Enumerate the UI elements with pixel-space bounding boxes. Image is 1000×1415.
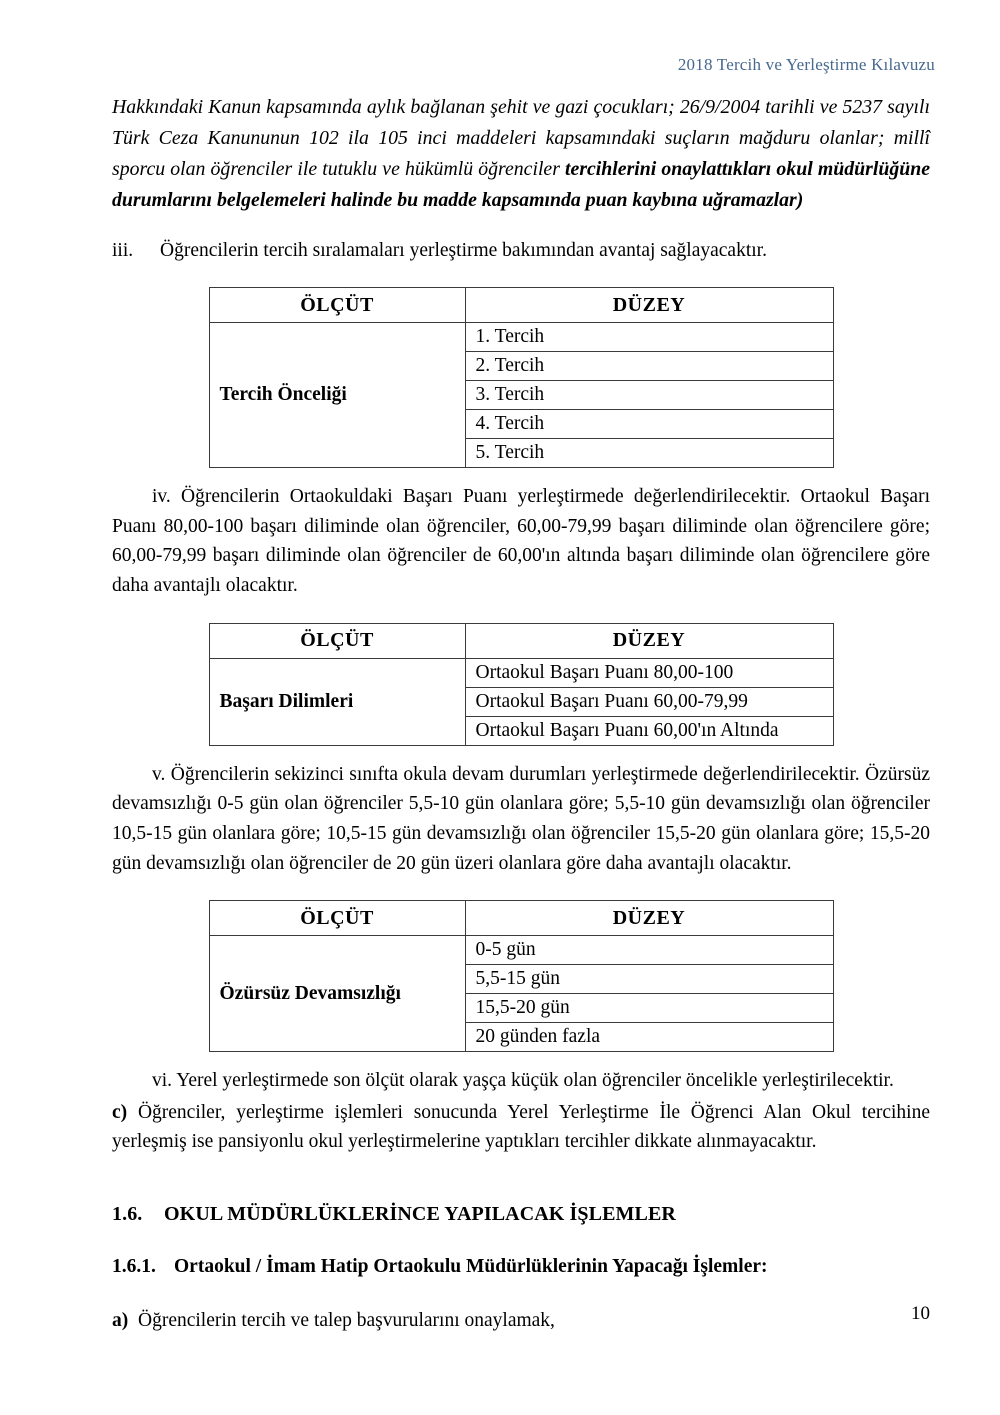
paragraph-v	[112, 760, 930, 879]
intro-normal-run: Hakkındaki Kanun kapsamında aylık bağlanan şehit ve gazi çocukları; 26/9/2004 tarihli ve 5237 sayılı Türk Ceza Kanununun 102 ila 105 inci maddeleri kapsamındaki suçların mağduru olanlar; millî sporcu olan öğrenciler ile tutuklu ve hükümlü öğrenciler	[112, 96, 930, 180]
level-cell: Ortaokul Başarı Puanı 60,00-79,99	[465, 687, 833, 716]
list-marker-c: c)	[112, 1101, 128, 1123]
table-row	[209, 323, 833, 352]
level-cell: 15,5-20 gün	[465, 994, 833, 1023]
intro-paragraph	[112, 92, 930, 216]
table-tercih-onceligi-wrap	[112, 287, 930, 468]
level-cell: 4. Tercih	[465, 410, 833, 439]
list-marker-a: a)	[112, 1310, 129, 1331]
list-text-vi: Yerel yerleştirmede son ölçüt olarak yaşça küçük olan öğrenciler öncelikle yerleştirilecektir.	[176, 1070, 894, 1092]
level-cell: 3. Tercih	[465, 381, 833, 410]
list-text-iii: Öğrencilerin tercih sıralamaları yerleştirme bakımından avantaj sağlayacaktır.	[160, 239, 767, 261]
section-title: OKUL MÜDÜRLÜKLERİNCE YAPILACAK İŞLEMLER	[164, 1203, 676, 1225]
header-cell-level: DÜZEY	[465, 623, 833, 658]
table-tercih-onceligi	[209, 287, 834, 468]
subsection-number: 1.6.1.	[112, 1256, 156, 1277]
table-header-row	[209, 901, 833, 936]
list-text-a: Öğrencilerin tercih ve talep başvurularını onaylamak,	[138, 1310, 555, 1331]
page-content	[112, 92, 930, 1336]
subsection-heading-1-6-1	[112, 1256, 930, 1278]
table-row	[209, 936, 833, 965]
paragraph-vi	[112, 1066, 930, 1096]
list-text-v: Öğrencilerin sekizinci sınıfta okula devam durumları yerleştirmede değerlendirilecektir. Özürsüz devamsızlığı 0-5 gün olan öğrenciler 5,5-10 gün olanlara göre; 5,5-10 gün devamsızlığı olan öğrenciler 10,5-15 gün olanlara göre; 10,5-15 gün devamsızlığı olan öğrenciler 15,5-20 gün olanlara göre; 15,5-20 gün devamsızlığı olan öğrenciler de 20 gün üzeri olanlara göre daha avantajlı olacaktır.	[112, 763, 931, 874]
table-header-row	[209, 623, 833, 658]
intro-bold-run: tercihlerini onaylattıkları okul müdürlüğüne durumlarını belgelemeleri halinde bu madde kapsamında puan kaybına uğramazlar)	[112, 157, 930, 211]
header-cell-level: DÜZEY	[465, 901, 833, 936]
paragraph-iv	[112, 482, 930, 601]
level-cell: Ortaokul Başarı Puanı 80,00-100	[465, 658, 833, 687]
paragraph-c	[112, 1098, 930, 1157]
level-cell: Ortaokul Başarı Puanı 60,00'ın Altında	[465, 716, 833, 745]
list-marker-iii: iii.	[112, 239, 134, 261]
level-cell: 0-5 gün	[465, 936, 833, 965]
page-number: 10	[911, 1303, 930, 1324]
level-cell: 2. Tercih	[465, 352, 833, 381]
level-cell: 5,5-15 gün	[465, 965, 833, 994]
list-item-iii	[112, 236, 930, 266]
running-header: 2018 Tercih ve Yerleştirme Kılavuzu	[677, 55, 935, 74]
header-cell-criterion: ÖLÇÜT	[209, 623, 465, 658]
criterion-cell-tercih-onceligi: Tercih Önceliği	[209, 323, 465, 468]
level-cell: 1. Tercih	[465, 323, 833, 352]
list-item-a	[112, 1306, 930, 1336]
table-basari-dilimleri	[209, 623, 834, 746]
list-text-iv: Öğrencilerin Ortaokuldaki Başarı Puanı yerleştirmede değerlendirilecektir. Ortaokul Başarı Puanı 80,00-100 başarı diliminde olan öğrenciler, 60,00-79,99 başarı diliminde olan öğrencilere göre; 60,00-79,99 başarı diliminde olan öğrenciler de 60,00'ın altında başarı diliminde olan öğrencilere göre daha avantajlı olacaktır.	[112, 486, 930, 596]
header-cell-criterion: ÖLÇÜT	[209, 901, 465, 936]
level-cell: 5. Tercih	[465, 439, 833, 468]
table-row	[209, 658, 833, 687]
header-cell-criterion: ÖLÇÜT	[209, 288, 465, 323]
table-header-row	[209, 288, 833, 323]
criterion-cell-ozursuz-devamsizlik: Özürsüz Devamsızlığı	[209, 936, 465, 1052]
list-marker-v: v.	[152, 763, 166, 785]
level-cell: 20 günden fazla	[465, 1023, 833, 1052]
criterion-cell-basari-dilimleri: Başarı Dilimleri	[209, 658, 465, 745]
header-cell-level: DÜZEY	[465, 288, 833, 323]
list-marker-vi: vi.	[152, 1070, 173, 1092]
table-ozursuz-devamsizlik-wrap	[112, 900, 930, 1052]
table-basari-dilimleri-wrap	[112, 623, 930, 746]
section-number: 1.6.	[112, 1203, 143, 1225]
list-marker-iv: iv.	[152, 486, 171, 508]
subsection-title: Ortaokul / İmam Hatip Ortaokulu Müdürlüklerinin Yapacağı İşlemler:	[174, 1256, 768, 1277]
list-text-c: Öğrenciler, yerleştirme işlemleri sonucunda Yerel Yerleştirme İle Öğrenci Alan Okul tercihine yerleşmiş ise pansiyonlu okul yerleştirmelerine yaptıkları tercihler dikkate alınmayacaktır.	[112, 1101, 930, 1153]
section-heading-1-6	[112, 1203, 930, 1226]
table-ozursuz-devamsizlik	[209, 900, 834, 1052]
